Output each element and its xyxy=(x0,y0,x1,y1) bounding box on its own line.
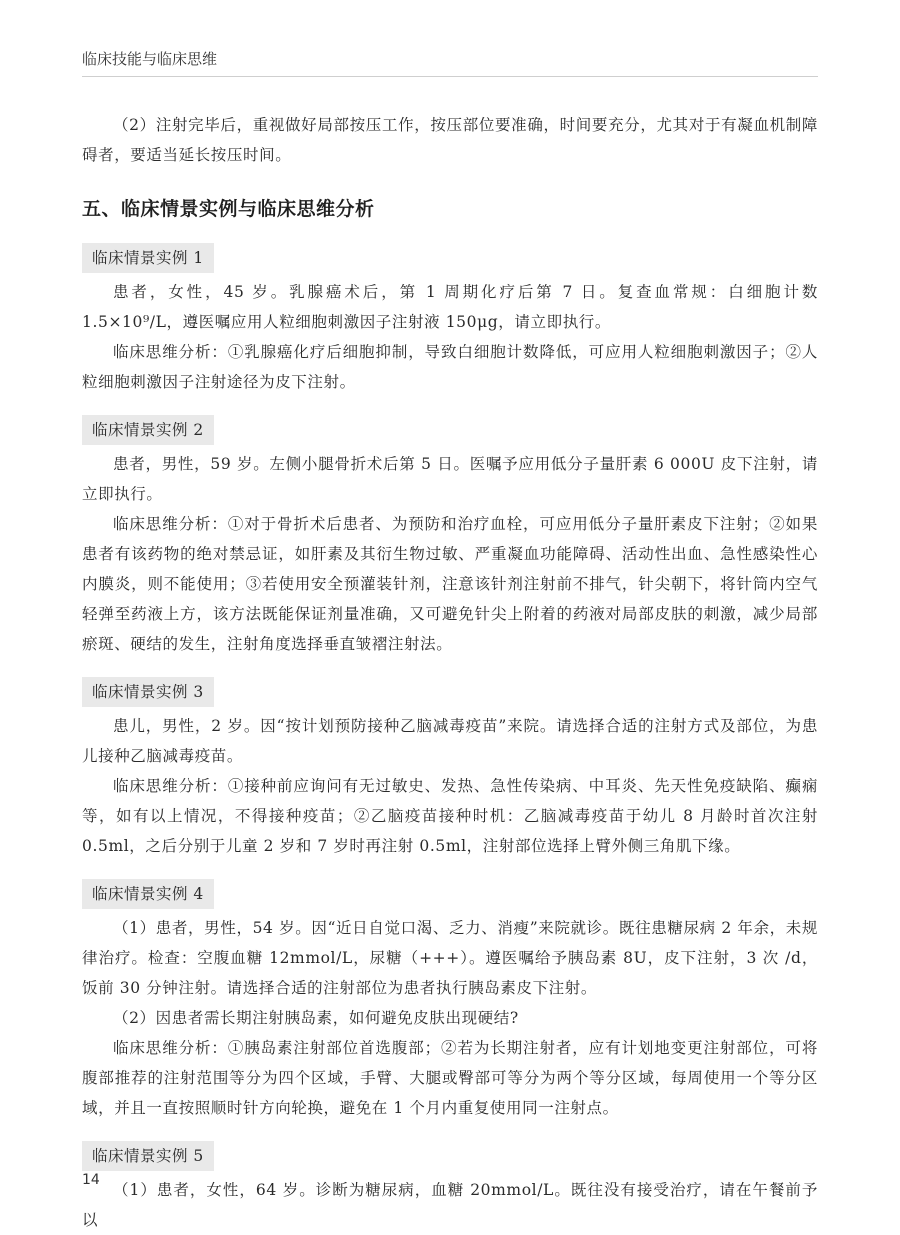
case-block xyxy=(82,243,818,397)
page-body xyxy=(82,110,818,1235)
case-block xyxy=(82,861,818,1123)
case-paragraph: （1）患者，女性，64 岁。诊断为糖尿病，血糖 20mmol/L。既往没有接受治疗，请在午餐前予以 xyxy=(82,1181,818,1229)
case-label: 临床情景实例 3 xyxy=(82,677,214,707)
section-title: 五、临床情景实例与临床思维分析 xyxy=(82,198,375,220)
case-block xyxy=(82,1123,818,1235)
case-label: 临床情景实例 5 xyxy=(82,1141,214,1171)
case-paragraph: 患者，女性，45 岁。乳腺癌术后，第 1 周期化疗后第 7 日。复查血常规：白细胞计数 1.5×10⁹/L，遵医嘱应用人粒细胞刺激因子注射液 150μg，请立即执行。 xyxy=(82,283,818,331)
header-divider xyxy=(82,76,818,77)
case-block xyxy=(82,397,818,659)
case-label: 临床情景实例 2 xyxy=(82,415,214,445)
case-question: （2）因患者需长期注射胰岛素，如何避免皮肤出现硬结? xyxy=(113,1009,519,1027)
case-analysis: 临床思维分析：①胰岛素注射部位首选腹部；②若为长期注射者，应有计划地变更注射部位，可将腹部推荐的注射范围等分为四个区域，手臂、大腿或臀部可等分为两个等分区域，每周使用一个等分区域，并且一直按照顺时针方向轮换，避免在 1 个月内重复使用同一注射点。 xyxy=(82,1039,818,1117)
case-paragraph: （1）患者，男性，54 岁。因“近日自觉口渴、乏力、消瘦”来院就诊。既往患糖尿病 2 年余，未规律治疗。检查：空腹血糖 12mmol/L，尿糖（+++）。遵医嘱给予胰岛素 8U，皮下注射，3 次 /d，饭前 30 分钟注射。请选择合适的注射部位为患者执行胰岛素皮下注射。 xyxy=(82,919,818,997)
case-block xyxy=(82,659,818,861)
case-analysis: 临床思维分析：①乳腺癌化疗后细胞抑制，导致白细胞计数降低，可应用人粒细胞刺激因子；②人粒细胞刺激因子注射途径为皮下注射。 xyxy=(82,343,818,391)
case-analysis: 临床思维分析：①接种前应询问有无过敏史、发热、急性传染病、中耳炎、先天性免疫缺陷、癫痫等，如有以上情况，不得接种疫苗；②乙脑疫苗接种时机：乙脑减毒疫苗于幼儿 8 月龄时首次注射 0.5ml，之后分别于儿童 2 岁和 7 岁时再注射 0.5ml，注射部位选择上臂外侧三角肌下缘。 xyxy=(82,777,818,855)
intro-paragraph: （2）注射完毕后，重视做好局部按压工作，按压部位要准确，时间要充分，尤其对于有凝血机制障碍者，要适当延长按压时间。 xyxy=(82,116,818,164)
case-analysis: 临床思维分析：①对于骨折术后患者、为预防和治疗血栓，可应用低分子量肝素皮下注射；②如果患者有该药物的绝对禁忌证，如肝素及其衍生物过敏、严重凝血功能障碍、活动性出血、急性感染性心内膜炎，则不能使用；③若使用安全预灌装针剂，注意该针剂注射前不排气，针尖朝下，将针筒内空气轻弹至药液上方，该方法既能保证剂量准确，又可避免针尖上附着的药液对局部皮肤的刺激，减少局部瘀斑、硬结的发生，注射角度选择垂直皱褶注射法。 xyxy=(82,515,818,653)
case-paragraph: 患儿，男性，2 岁。因“按计划预防接种乙脑减毒疫苗”来院。请选择合适的注射方式及部位，为患儿接种乙脑减毒疫苗。 xyxy=(82,717,818,765)
case-label: 临床情景实例 4 xyxy=(82,879,214,909)
page-number: 14 xyxy=(82,1172,100,1188)
running-header: 临床技能与临床思维 xyxy=(82,50,218,68)
case-label: 临床情景实例 1 xyxy=(82,243,214,273)
case-paragraph: 患者，男性，59 岁。左侧小腿骨折术后第 5 日。医嘱予应用低分子量肝素 6 000U 皮下注射，请立即执行。 xyxy=(82,455,818,503)
